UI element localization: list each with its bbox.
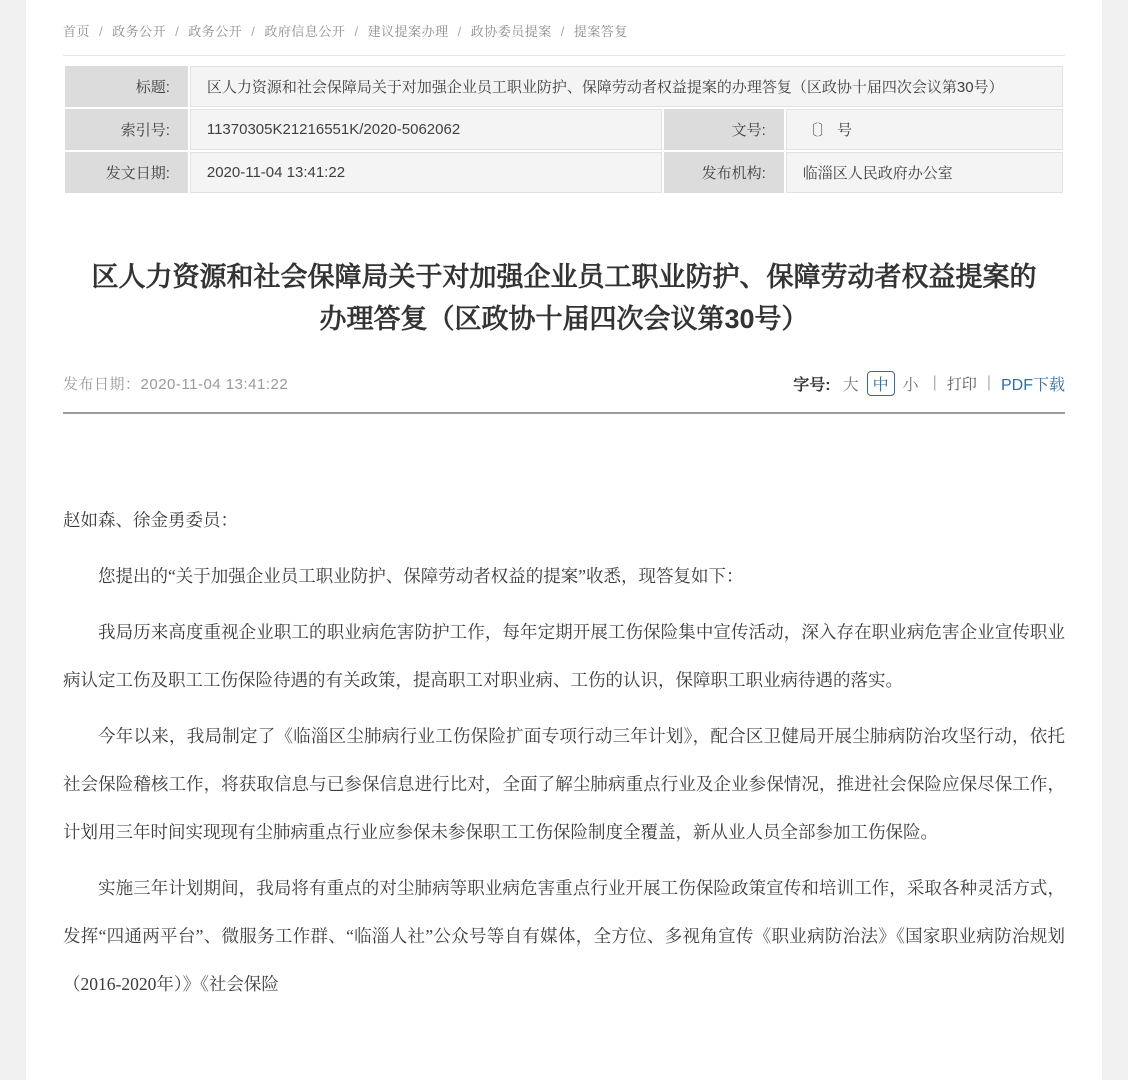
content-card: [26, 0, 1102, 1080]
table-row: [65, 152, 1063, 193]
article-toolbar: [63, 371, 1065, 396]
breadcrumb-item-cppcc-proposals[interactable]: 政协委员提案: [470, 24, 552, 39]
document-meta-table: [63, 64, 1065, 195]
meta-title-value: 区人力资源和社会保障局关于对加强企业员工职业防护、保障劳动者权益提案的办理答复（区政协十届四次会议第30号）: [190, 66, 1063, 107]
breadcrumb-separator: /: [560, 24, 565, 39]
breadcrumb-item-gov-info[interactable]: 政府信息公开: [264, 24, 346, 39]
font-size-medium-button[interactable]: 中: [867, 371, 895, 396]
toolbar-actions: [793, 371, 1065, 396]
font-size-large-button[interactable]: 大: [842, 376, 859, 394]
table-row: [65, 66, 1063, 107]
article-paragraph: 我局历来高度重视企业职工的职业病危害防护工作，每年定期开展工伤保险集中宣传活动，深入存在职业病危害企业宣传职业病认定工伤及职工工伤保险待遇的有关政策，提高职工对职业病、工伤的认识，保障职工职业病待遇的落实。: [63, 621, 1065, 690]
pdf-download-button[interactable]: PDF下载: [1000, 376, 1065, 394]
font-size-label: 字号:: [793, 376, 831, 394]
publish-date-label: 发布日期：: [63, 375, 141, 393]
print-button[interactable]: 打印: [946, 375, 977, 393]
article-paragraph: 今年以来，我局制定了《临淄区尘肺病行业工伤保险扩面专项行动三年计划》，配合区卫健局开展尘肺病防治攻坚行动，依托社会保险稽核工作，将获取信息与已参保信息进行比对，全面了解尘肺病重点行业及企业参保情况，推进社会保险应保尽保工作，计划用三年时间实现现有尘肺病重点行业应参保未参保职工工伤保险制度全覆盖，新从业人员全部参加工伤保险。: [63, 725, 1065, 842]
breadcrumb-item-home[interactable]: 首页: [63, 24, 91, 39]
breadcrumb-item-proposal-handling[interactable]: 建议提案办理: [367, 24, 449, 39]
meta-title-label: 标题:: [65, 66, 188, 107]
meta-index-value: 11370305K21216551K/2020-5062062: [190, 109, 662, 150]
article-paragraph: 实施三年计划期间，我局将有重点的对尘肺病等职业病危害重点行业开展工伤保险政策宣传和培训工作，采取各种灵活方式，发挥“四通两平台”、微服务工作群、“临淄人社”公众号等自有媒体，全方位、多视角宣传《职业病防治法》《国家职业病防治规划（2016-2020年）》《社会保险: [63, 877, 1065, 994]
title-body-divider: [63, 412, 1065, 414]
meta-issue-date-value: 2020-11-04 13:41:22: [190, 152, 662, 193]
table-row: [65, 109, 1063, 150]
publish-date: [63, 373, 288, 394]
page-title: 区人力资源和社会保障局关于对加强企业员工职业防护、保障劳动者权益提案的办理答复（区政协十届四次会议第30号）: [91, 262, 1037, 334]
breadcrumb-divider: [63, 55, 1065, 56]
article-body: [63, 496, 1065, 1008]
meta-issue-date-label: 发文日期:: [65, 152, 188, 193]
toolbar-separator: |: [986, 374, 991, 392]
meta-agency-value: 临淄区人民政府办公室: [786, 152, 1063, 193]
breadcrumb-item-proposal-reply[interactable]: 提案答复: [573, 24, 628, 39]
font-size-small-button[interactable]: 小: [902, 376, 919, 394]
meta-index-label: 索引号:: [65, 109, 188, 150]
meta-doc-no-value: 〔〕 号: [786, 109, 1063, 150]
breadcrumb: [63, 0, 1065, 40]
article-paragraph: 您提出的“关于加强企业员工职业防护、保障劳动者权益的提案”收悉，现答复如下：: [98, 565, 744, 586]
article-paragraph: 赵如森、徐金勇委员：: [63, 509, 238, 530]
breadcrumb-separator: /: [457, 24, 462, 39]
toolbar-separator: |: [932, 374, 937, 392]
breadcrumb-separator: /: [175, 24, 180, 39]
meta-doc-no-label: 文号:: [664, 109, 784, 150]
breadcrumb-item-gov-affairs-2[interactable]: 政务公开: [188, 24, 243, 39]
breadcrumb-separator: /: [99, 24, 104, 39]
breadcrumb-item-gov-affairs-1[interactable]: 政务公开: [112, 24, 167, 39]
breadcrumb-separator: /: [251, 24, 256, 39]
publish-date-value: 2020-11-04 13:41:22: [140, 375, 289, 393]
breadcrumb-separator: /: [354, 24, 359, 39]
meta-agency-label: 发布机构:: [664, 152, 784, 193]
